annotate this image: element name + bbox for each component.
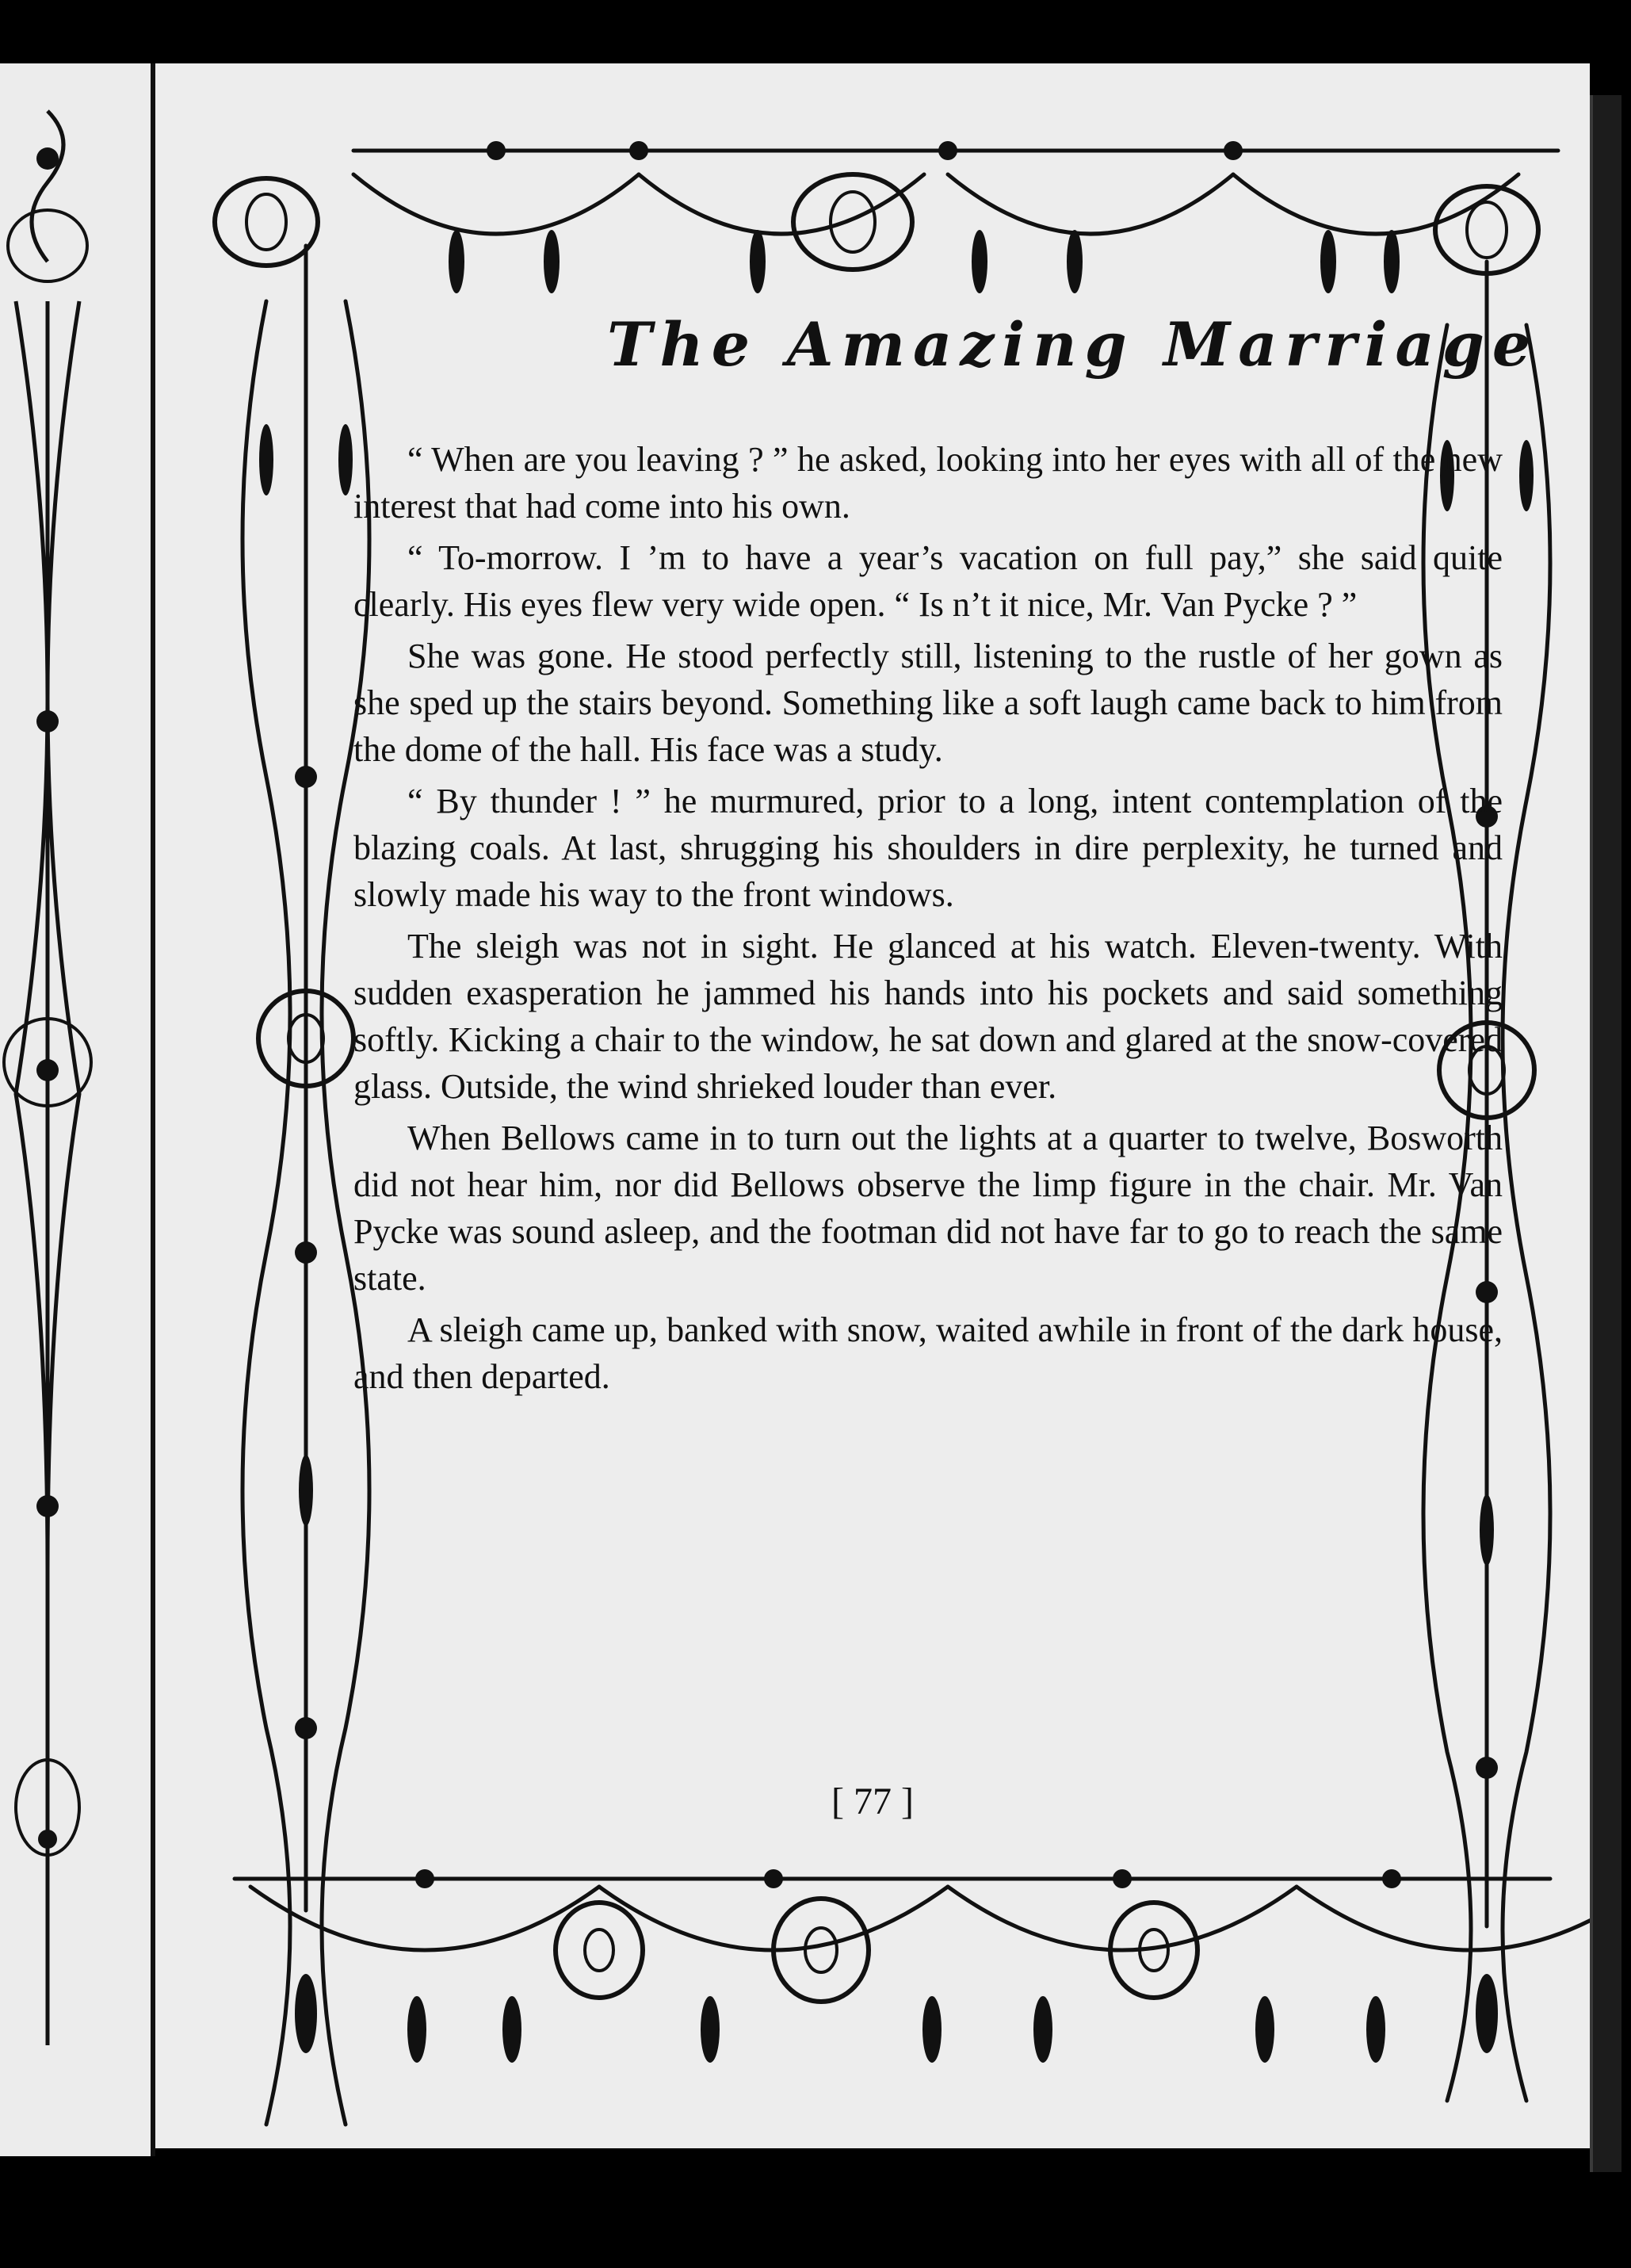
- paragraph: The sleigh was not in sight. He glanced at his watch. Eleven-twenty. With sudden exasperation he jammed his hands into his pockets and said something softly. Kicking a chair to the window, he sat down and glared at the snow-covered glass. Outside, the wind shrieked louder than ever.: [353, 927, 1503, 1106]
- facing-page-edge: [0, 63, 155, 2156]
- page-number: [ 77 ]: [831, 1780, 914, 1822]
- body-text: [353, 436, 1503, 1405]
- facing-page-border-ornament: [0, 63, 151, 2156]
- book-spine-edge: [1590, 95, 1621, 2172]
- paragraph: When Bellows came in to turn out the lights at a quarter to twelve, Bosworth did not hear him, nor did Bellows observe the limp figure in the chair. Mr. Van Pycke was sound asleep, and the footman did not have far to go to reach the same state.: [353, 1119, 1503, 1298]
- page-title: The Amazing Marriage: [607, 309, 1539, 380]
- paragraph: “ By thunder ! ” he murmured, prior to a long, intent contemplation of the blazing coals. At last, shrugging his shoulders in dire perplexity, he turned and slowly made his way to the front windows.: [353, 782, 1503, 914]
- paragraph: “ When are you leaving ? ” he asked, looking into her eyes with all of the new interest that had come into his own.: [353, 440, 1503, 526]
- paragraph: She was gone. He stood perfectly still, listening to the rustle of her gown as she sped up the stairs beyond. Something like a soft laugh came back to him from the dome of the hall. His face was a study.: [353, 637, 1503, 769]
- paragraph: A sleigh came up, banked with snow, waited awhile in front of the dark house, and then departed.: [353, 1310, 1503, 1396]
- book-page: [155, 63, 1590, 2148]
- paragraph: “ To-morrow. I ’m to have a year’s vacation on full pay,” she said quite clearly. His eyes flew very wide open. “ Is n’t it nice, Mr. Van Pycke ? ”: [353, 538, 1503, 624]
